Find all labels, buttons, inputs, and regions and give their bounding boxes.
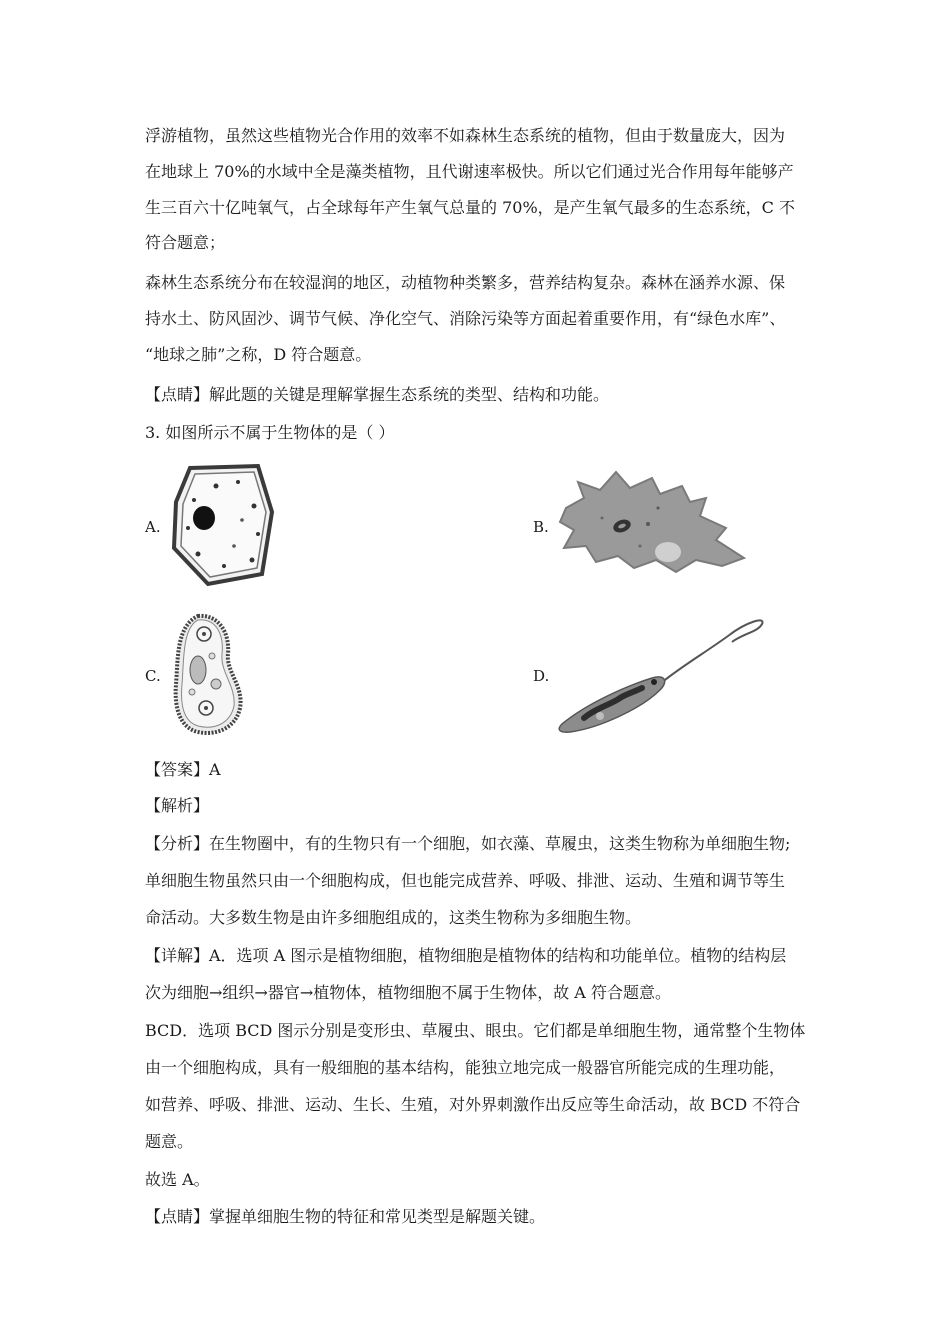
dianjing-note: 【点睛】掌握单细胞生物的特征和常见类型是解题关键。 bbox=[145, 1207, 546, 1226]
question-stem: 3. 如图所示不属于生物体的是（ ） bbox=[145, 423, 395, 442]
text-line: “地球之肺”之称，D 符合题意。 bbox=[145, 345, 372, 364]
plant-cell-figure bbox=[168, 462, 280, 588]
text-line: 持水土、防风固沙、调节气候、净化空气、消除污染等方面起着重要作用，有“绿色水库”、 bbox=[145, 309, 786, 328]
text-line: 次为细胞→组织→器官→植物体，植物细胞不属于生物体，故 A 符合题意。 bbox=[145, 983, 671, 1002]
dianjing-note: 【点睛】解此题的关键是理解掌握生态系统的类型、结构和功能。 bbox=[145, 385, 610, 404]
text-line: 【详解】A．选项 A 图示是植物细胞，植物细胞是植物体的结构和功能单位。植物的结构层 bbox=[145, 946, 787, 965]
text-line: 题意。 bbox=[145, 1132, 194, 1151]
text-line: 符合题意； bbox=[145, 233, 226, 252]
paramecium-figure bbox=[168, 612, 250, 738]
text-line: 森林生态系统分布在较湿润的地区，动植物种类繁多，营养结构复杂。森林在涵养水源、保 bbox=[145, 273, 786, 292]
text-line: 【分析】在生物圈中，有的生物只有一个细胞，如衣藻、草履虫，这类生物称为单细胞生物; bbox=[145, 834, 791, 853]
amoeba-figure bbox=[556, 468, 752, 580]
option-d-label: D. bbox=[533, 667, 550, 685]
text-line: 如营养、呼吸、排泄、运动、生长、生殖，对外界刺激作出反应等生命活动，故 BCD 不符合 bbox=[145, 1095, 801, 1114]
option-b-label: B. bbox=[533, 518, 549, 536]
option-c-label: C. bbox=[145, 667, 161, 685]
text-line: 命活动。大多数生物是由许多细胞组成的，这类生物称为多细胞生物。 bbox=[145, 908, 642, 927]
text-line: 单细胞生物虽然只由一个细胞构成，但也能完成营养、呼吸、排泄、运动、生殖和调节等生 bbox=[145, 871, 786, 890]
text-line: 故选 A。 bbox=[145, 1170, 210, 1189]
text-line: 生三百六十亿吨氧气，占全球每年产生氧气总量的 70%，是产生氧气最多的生态系统，C 不 bbox=[145, 198, 795, 217]
text-line: 由一个细胞构成，具有一般细胞的基本结构，能独立地完成一般器官所能完成的生理功能， bbox=[145, 1058, 786, 1077]
analysis-heading: 【解析】 bbox=[145, 796, 210, 815]
text-line: BCD．选项 BCD 图示分别是变形虫、草履虫、眼虫。它们都是单细胞生物，通常整个生物体 bbox=[145, 1021, 806, 1040]
option-a-label: A. bbox=[145, 518, 161, 536]
text-line: 浮游植物，虽然这些植物光合作用的效率不如森林生态系统的植物，但由于数量庞大，因为 bbox=[145, 126, 786, 145]
answer-line: 【答案】A bbox=[145, 760, 221, 779]
text-line: 在地球上 70%的水域中全是藻类植物，且代谢速率极快。所以它们通过光合作用每年能够产 bbox=[145, 162, 794, 181]
euglena-figure bbox=[556, 612, 772, 736]
